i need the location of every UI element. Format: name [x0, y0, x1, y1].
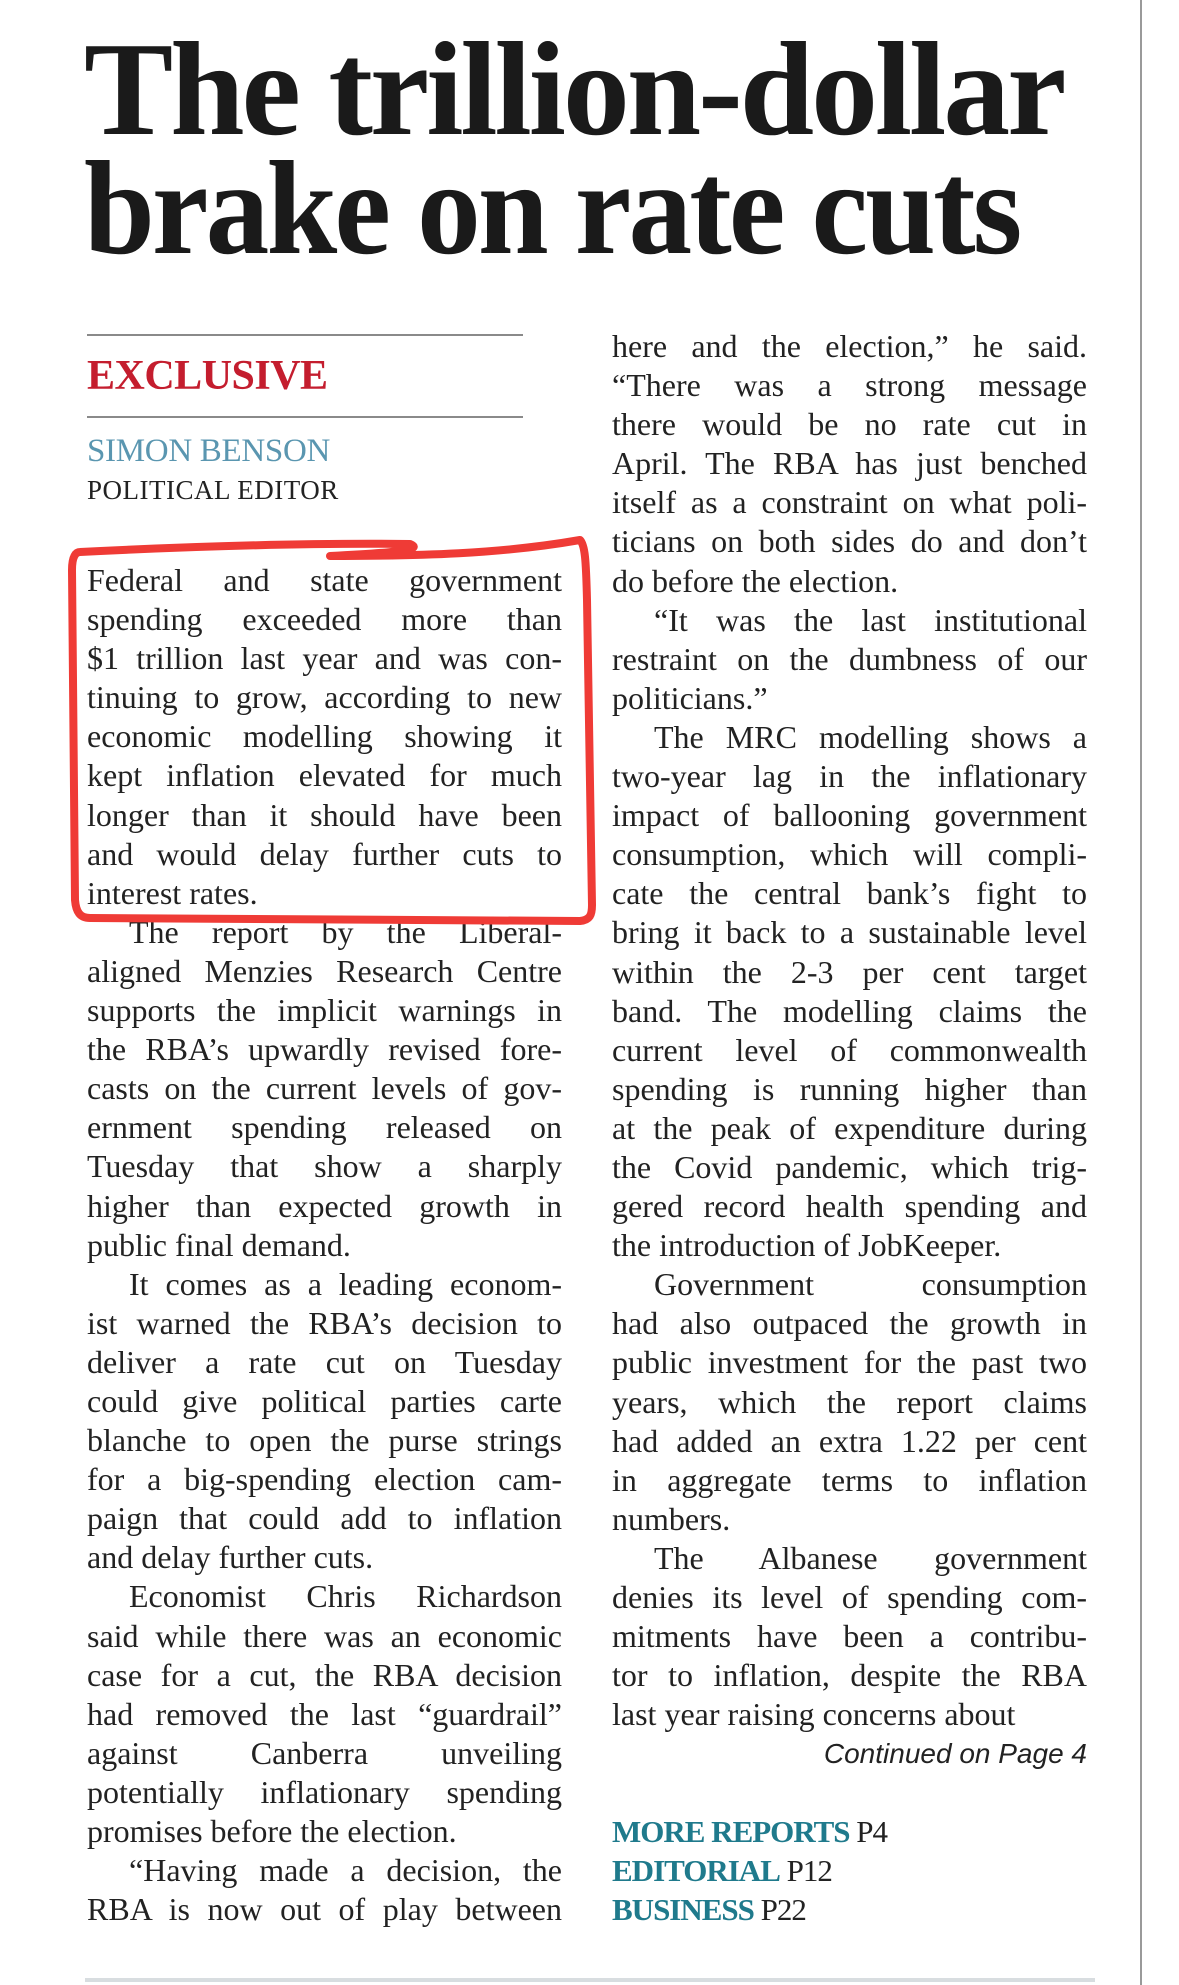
- article-line: the Covid pandemic, which trig-: [612, 1148, 1087, 1185]
- article-line: higher than expected growth in: [87, 1187, 562, 1224]
- cross-ref-page: P4: [856, 1814, 888, 1849]
- byline-role: POLITICAL EDITOR: [87, 475, 339, 505]
- article-line: blanche to open the purse strings: [87, 1422, 562, 1459]
- article-line: last year raising concerns about: [612, 1696, 1016, 1733]
- article-line: bring it back to a sustainable level: [612, 914, 1087, 951]
- exclusive-tag: EXCLUSIVE: [87, 353, 328, 399]
- article-line: for a big-spending election cam-: [87, 1461, 562, 1498]
- article-line: case for a cut, the RBA decision: [87, 1656, 562, 1693]
- article-line: public investment for the past two: [612, 1344, 1087, 1381]
- cross-ref-label: BUSINESS: [612, 1892, 754, 1927]
- divider: [87, 334, 523, 336]
- article-line: numbers.: [612, 1500, 731, 1537]
- article-line: interest rates.: [87, 874, 258, 911]
- article-line: deliver a rate cut on Tuesday: [87, 1343, 562, 1380]
- article-line: had removed the last “guardrail”: [87, 1695, 562, 1732]
- article-line: at the peak of expenditure during: [612, 1109, 1087, 1146]
- article-line: economic modelling showing it: [87, 718, 562, 755]
- article-line: tor to inflation, despite the RBA: [612, 1657, 1087, 1694]
- article-line: denies its level of spending com-: [612, 1579, 1087, 1615]
- article-line: “It was the last institutional: [654, 601, 1087, 638]
- article-line: RBA is now out of play between: [87, 1891, 562, 1928]
- article-line: ticians on both sides do and don’t: [612, 523, 1087, 560]
- article-line: itself as a constraint on what poli-: [612, 484, 1087, 521]
- article-line: spending exceeded more than: [87, 601, 562, 638]
- article-line: could give political parties carte: [87, 1382, 562, 1419]
- article-line: said while there was an economic: [87, 1617, 562, 1654]
- article-line: public final demand.: [87, 1226, 351, 1263]
- article-line: impact of ballooning government: [612, 797, 1087, 834]
- article-line: Government consumption: [654, 1266, 1087, 1303]
- article-line: the introduction of JobKeeper.: [612, 1227, 1002, 1264]
- article-line: Tuesday that show a sharply: [87, 1148, 562, 1185]
- article-column-left: [87, 561, 562, 1929]
- byline-author: SIMON BENSON: [87, 433, 331, 469]
- article-line: two-year lag in the inflationary: [612, 758, 1087, 795]
- article-line: supports the implicit warnings in: [87, 992, 562, 1029]
- article-line: ernment spending released on: [87, 1109, 562, 1146]
- article-line: The Albanese government: [654, 1539, 1087, 1576]
- article-line: consumption, which will compli-: [612, 836, 1087, 873]
- cross-ref-page: P12: [786, 1853, 832, 1888]
- article-line: and delay further cuts.: [87, 1539, 374, 1576]
- article-line: “There was a strong message: [612, 367, 1087, 404]
- page-edge-line: [1140, 0, 1142, 1985]
- article-line: politicians.”: [612, 679, 768, 716]
- article-line: here and the election,” he said.: [612, 328, 1087, 364]
- cross-ref-more-reports[interactable]: [612, 1812, 887, 1851]
- article-line: kept inflation elevated for much: [87, 757, 562, 794]
- article-line: The MRC modelling shows a: [654, 718, 1087, 755]
- article-line: there would be no rate cut in: [612, 406, 1087, 443]
- article-column-right: [612, 327, 1087, 1773]
- article-line: band. The modelling claims the: [612, 992, 1087, 1029]
- article-line: and would delay further cuts to: [87, 835, 562, 872]
- article-line: had added an extra 1.22 per cent: [612, 1422, 1087, 1459]
- article-line: mitments have been a contribu-: [612, 1618, 1087, 1655]
- article-line: April. The RBA has just benched: [612, 445, 1087, 482]
- article-line: cate the central bank’s fight to: [612, 875, 1087, 912]
- article-line: tinuing to grow, according to new: [87, 679, 562, 716]
- article-line: longer than it should have been: [87, 796, 562, 833]
- article-line: aligned Menzies Research Centre: [87, 952, 562, 989]
- article-line: current level of commonwealth: [612, 1031, 1087, 1068]
- headline: [84, 15, 1089, 282]
- article-line: in aggregate terms to inflation: [612, 1461, 1087, 1498]
- article-line: The report by the Liberal-: [129, 913, 562, 950]
- divider: [87, 416, 523, 418]
- article-line: Economist Chris Richardson: [129, 1578, 562, 1615]
- article-line: spending is running higher than: [612, 1070, 1087, 1107]
- headline-line: The trillion-dollar: [84, 15, 1064, 163]
- headline-line: brake on rate cuts: [84, 134, 1020, 282]
- article-line: It comes as a leading econom-: [129, 1265, 562, 1302]
- article-line: Federal and state government: [87, 562, 562, 598]
- article-line: had also outpaced the growth in: [612, 1305, 1087, 1342]
- cross-ref-label: MORE REPORTS: [612, 1814, 850, 1849]
- article-line: within the 2-3 per cent target: [612, 953, 1087, 990]
- article-line: restraint on the dumbness of our: [612, 640, 1087, 677]
- article-line: $1 trillion last year and was con-: [87, 640, 562, 677]
- article-line: the RBA’s upwardly revised fore-: [87, 1031, 562, 1068]
- article-line: do before the election.: [612, 562, 899, 599]
- article-line: ist warned the RBA’s decision to: [87, 1304, 562, 1341]
- cross-ref-editorial[interactable]: [612, 1851, 832, 1890]
- article-line: promises before the election.: [87, 1813, 457, 1849]
- article-line: paign that could add to inflation: [87, 1500, 562, 1537]
- article-line: years, which the report claims: [612, 1383, 1087, 1420]
- cross-ref-page: P22: [760, 1892, 806, 1927]
- page-bottom-edge: [85, 1978, 1095, 1982]
- article-line: “Having made a decision, the: [129, 1852, 562, 1889]
- article-line: gered record health spending and: [612, 1188, 1087, 1225]
- cross-ref-label: EDITORIAL: [612, 1853, 780, 1888]
- continued-notice[interactable]: Continued on Page 4: [823, 1738, 1087, 1770]
- article-line: potentially inflationary spending: [87, 1773, 562, 1810]
- article-line: against Canberra unveiling: [87, 1734, 562, 1771]
- article-line: casts on the current levels of gov-: [87, 1070, 562, 1107]
- cross-ref-business[interactable]: [612, 1890, 806, 1929]
